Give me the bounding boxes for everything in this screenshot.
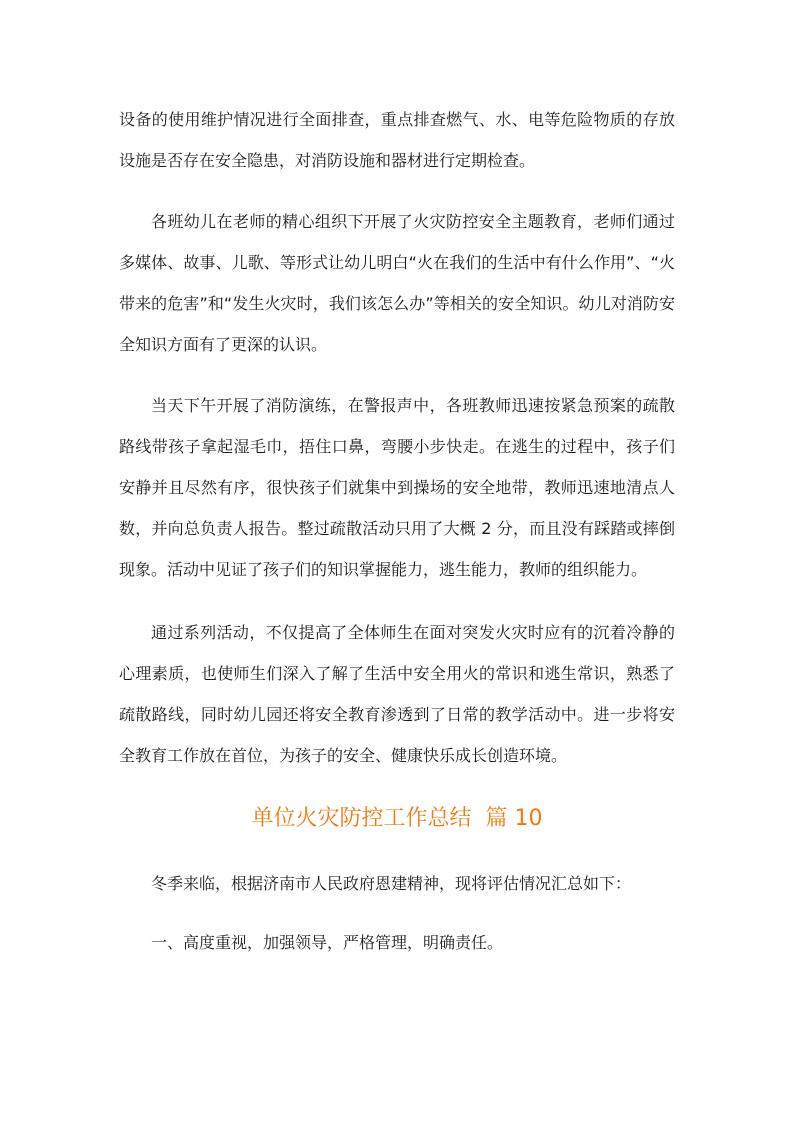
paragraph-fire-drill: 当天下午开展了消防演练，在警报声中，各班教师迅速按紧急预案的疏散路线带孩子拿起湿毛巾，捂住口鼻，弯腰小步快走。在逃生的过程中，孩子们安静并且尽然有序，很快孩子们就集中到操场的安全地带，教师迅速地清点人数，并向总负责人报告。整过疏散活动只用了大概 2 分，而且没有踩踏或摔倒现象。活动中见证了孩子们的知识掌握能力，逃生能力，教师的组织能力。 bbox=[119, 396, 675, 579]
paragraph-section-one-title: 一、高度重视，加强领导，严格管理，明确责任。 bbox=[151, 933, 504, 952]
paragraph-facility-inspection: 设备的使用维护情况进行全面排查，重点排查燃气、水、电等危险物质的存放设施是否存在安全隐患，对消防设施和器材进行定期检查。 bbox=[119, 110, 675, 170]
paragraph-safety-education: 各班幼儿在老师的精心组织下开展了火灾防控安全主题教育，老师们通过多媒体、故事、儿歌、等形式让幼儿明白“火在我们的生活中有什么作用”、“火带来的危害”和“发生火灾时，我们该怎么办”等相关的安全知识。幼儿对消防安全知识方面有了更深的认识。 bbox=[119, 212, 675, 354]
paragraph-activity-summary: 通过系列活动，不仅提高了全体师生在面对突发火灾时应有的沉着冷静的心理素质，也使师生们深入了解了生活中安全用火的常识和逃生常识，熟悉了疏散路线，同时幼儿园还将安全教育渗透到了日常的教学活动中。进一步将安全教育工作放在首位，为孩子的安全、健康快乐成长创造环境。 bbox=[119, 623, 675, 765]
paragraph-winter-intro: 冬季来临，根据济南市人民政府恩建精神，现将评估情况汇总如下： bbox=[151, 874, 632, 893]
section-heading: 单位火灾防控工作总结 篇 10 bbox=[251, 806, 543, 831]
